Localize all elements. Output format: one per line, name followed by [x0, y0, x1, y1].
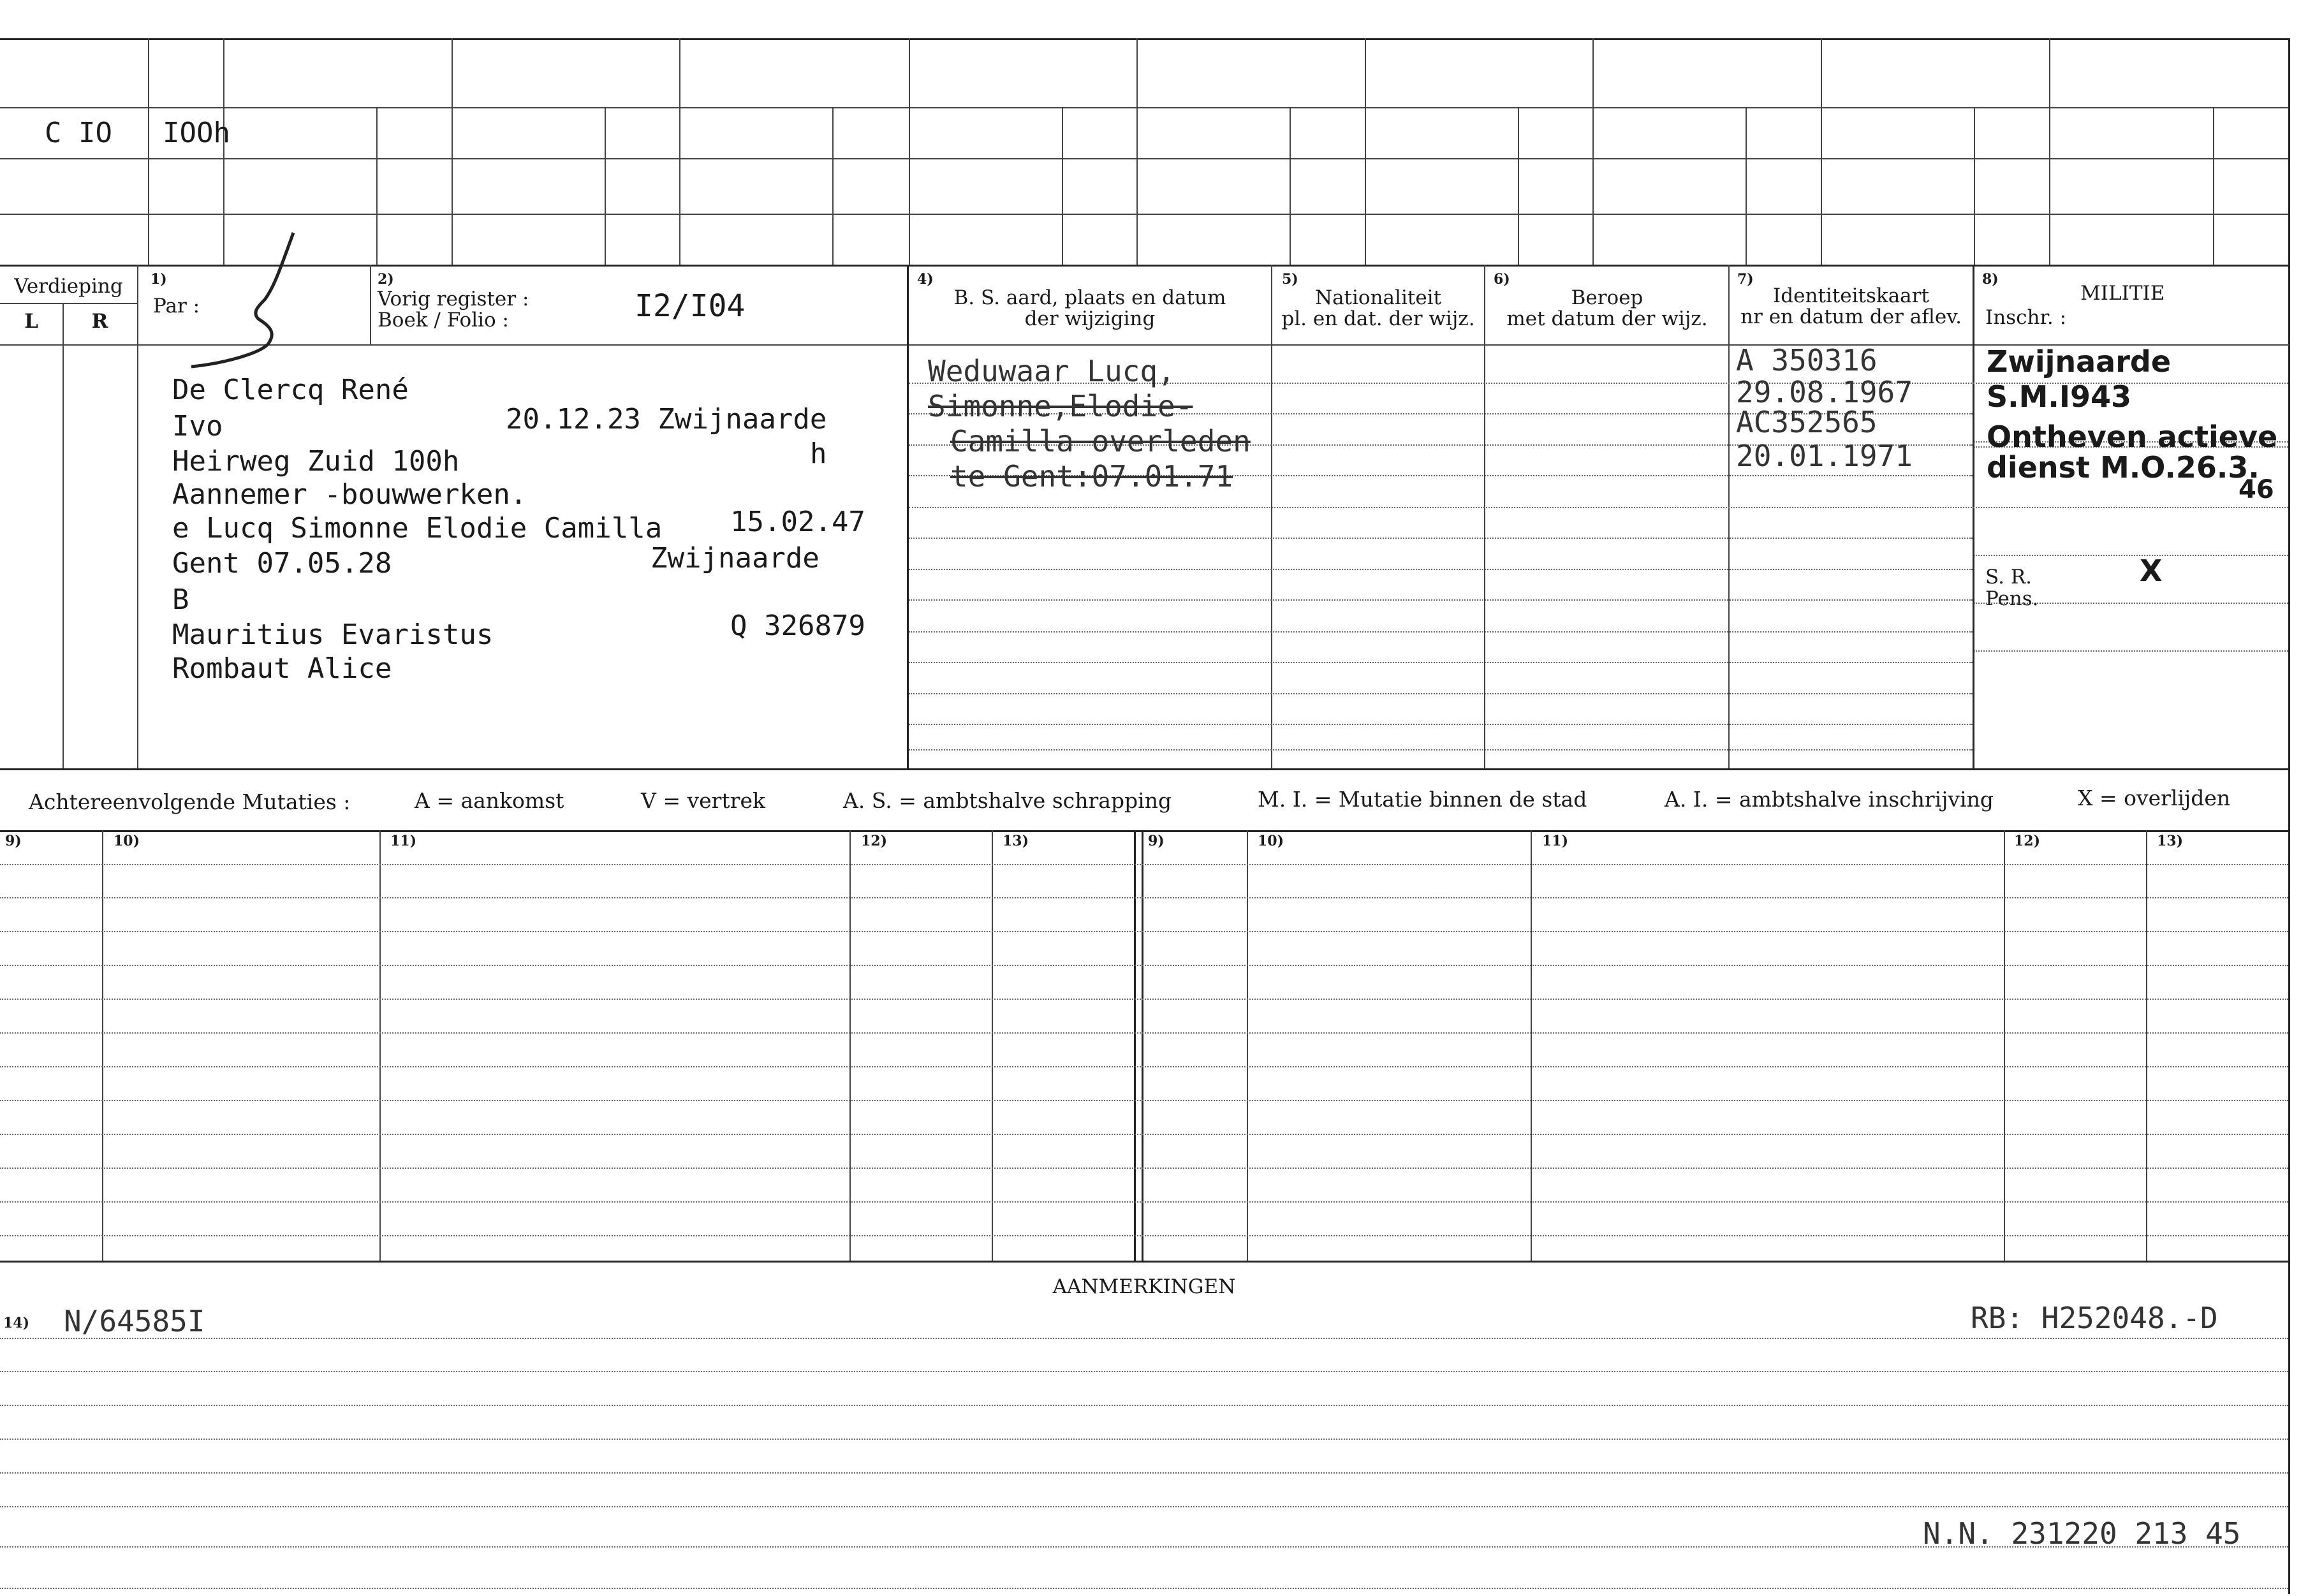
id-num: 7) — [1737, 271, 1754, 288]
aanmerkingen-rb: RB: H252048.-D — [1971, 1301, 2218, 1335]
mut-col-10b: 10) — [1258, 833, 1284, 849]
verdieping-header: Verdieping — [14, 275, 123, 298]
vorig-label-1: Vorig register : — [378, 288, 529, 311]
vorig-value: I2/I04 — [635, 288, 746, 324]
aanmerkingen-num: 14) — [3, 1315, 30, 1331]
aanmerkingen-title: AANMERKINGEN — [1052, 1275, 1236, 1298]
bs-label-1: B. S. aard, plaats en datum — [953, 286, 1226, 309]
mut-col-13a: 13) — [1003, 833, 1029, 849]
bs-label-2: der wijziging — [1024, 307, 1156, 330]
mutatie-ai: A. I. = ambtshalve inschrijving — [1665, 787, 1994, 812]
id-entry-line-2: 29.08.1967 — [1736, 375, 1913, 409]
person-spouse: e Lucq Simonne Elodie Camilla — [172, 512, 663, 545]
verdieping-l: L — [24, 310, 38, 333]
militie-num: 8) — [1982, 271, 1999, 288]
mutatie-a: A = aankomst — [415, 788, 564, 813]
mut-col-9a: 9) — [5, 833, 22, 849]
mut-col-11b: 11) — [1542, 833, 1569, 849]
aanmerkingen-nn: N.N. 231220 213 45 — [1923, 1516, 2241, 1551]
id-entry-line-1: A 350316 — [1736, 343, 1878, 377]
militie-inschr-label: Inschr. : — [1985, 306, 2067, 329]
mut-col-12a: 12) — [861, 833, 888, 849]
card-code-part2: IOOh — [163, 117, 230, 149]
pens-label: Pens. — [1985, 587, 2039, 610]
mut-col-10a: 10) — [114, 833, 140, 849]
mutatie-x: X = overlijden — [2078, 786, 2231, 810]
bs-entry-line-3: Camilla overleden — [950, 424, 1251, 458]
person-address: Heirweg Zuid 100h — [172, 445, 460, 478]
person-first: Ivo — [172, 410, 223, 443]
par-label: Par : — [153, 295, 200, 318]
card-code-part1: C IO — [45, 117, 112, 149]
person-spouse-date: 15.02.47 — [730, 506, 865, 538]
mut-col-9b: 9) — [1148, 833, 1165, 849]
person-code-b: B — [172, 583, 189, 616]
mut-col-13b: 13) — [2157, 833, 2184, 849]
mut-col-12b: 12) — [2014, 833, 2041, 849]
beroep-label-2: met datum der wijz. — [1506, 307, 1708, 330]
militie-line-4b: 46 — [2238, 475, 2274, 504]
aanmerkingen-ref: N/64585I — [64, 1304, 205, 1338]
person-name: De Clercq René — [172, 374, 409, 406]
mutaties-title: Achtereenvolgende Mutaties : — [29, 789, 351, 814]
mut-col-11a: 11) — [390, 833, 417, 849]
par-num: 1) — [151, 271, 167, 288]
id-entry-line-4: 20.01.1971 — [1736, 439, 1913, 473]
par-handwritten-mark — [185, 230, 312, 370]
bs-entry-line-1: Weduwaar Lucq, — [928, 354, 1175, 388]
person-birth: 20.12.23 Zwijnaarde — [506, 403, 827, 436]
militie-line-3: Ontheven actieve — [1987, 420, 2278, 454]
verdieping-r: R — [91, 310, 108, 333]
bs-num: 4) — [917, 271, 934, 288]
person-father-code: Q 326879 — [730, 610, 865, 642]
beroep-label-1: Beroep — [1571, 286, 1643, 309]
id-label-1: Identiteitskaart — [1773, 284, 1929, 307]
person-marriage-place: Zwijnaarde — [651, 542, 820, 575]
bs-entry-line-4: te Gent:07.01.71 — [950, 459, 1233, 494]
militie-line-4: dienst M.O.26.3. — [1987, 450, 2260, 485]
nat-label-2: pl. en dat. der wijz. — [1281, 307, 1475, 330]
person-mother: Rombaut Alice — [172, 652, 392, 685]
sr-label: S. R. — [1985, 566, 2032, 589]
person-father: Mauritius Evaristus — [172, 619, 494, 651]
militie-label: MILITIE — [2080, 282, 2165, 305]
nat-label-1: Nationaliteit — [1314, 286, 1442, 309]
bs-entry-line-2: Simonne,Elodie- — [928, 389, 1193, 423]
sr-value: X — [2140, 553, 2163, 588]
mutatie-v: V = vertrek — [641, 788, 765, 813]
beroep-num: 6) — [1494, 271, 1510, 288]
id-label-2: nr en datum der aflev. — [1740, 305, 1962, 328]
person-address-suffix: h — [810, 437, 827, 470]
vorig-label-2: Boek / Folio : — [378, 309, 509, 332]
militie-line-2: S.M.I943 — [1987, 379, 2131, 414]
person-marriage: Gent 07.05.28 — [172, 547, 392, 580]
militie-line-1: Zwijnaarde — [1987, 344, 2172, 379]
mutatie-as: A. S. = ambtshalve schrapping — [843, 788, 1172, 813]
mutatie-mi: M. I. = Mutatie binnen de stad — [1258, 787, 1587, 812]
vorig-num: 2) — [378, 271, 394, 288]
id-entry-line-3: AC352565 — [1736, 405, 1878, 439]
nat-num: 5) — [1282, 271, 1298, 288]
person-occupation: Aannemer -bouwwerken. — [172, 478, 527, 511]
